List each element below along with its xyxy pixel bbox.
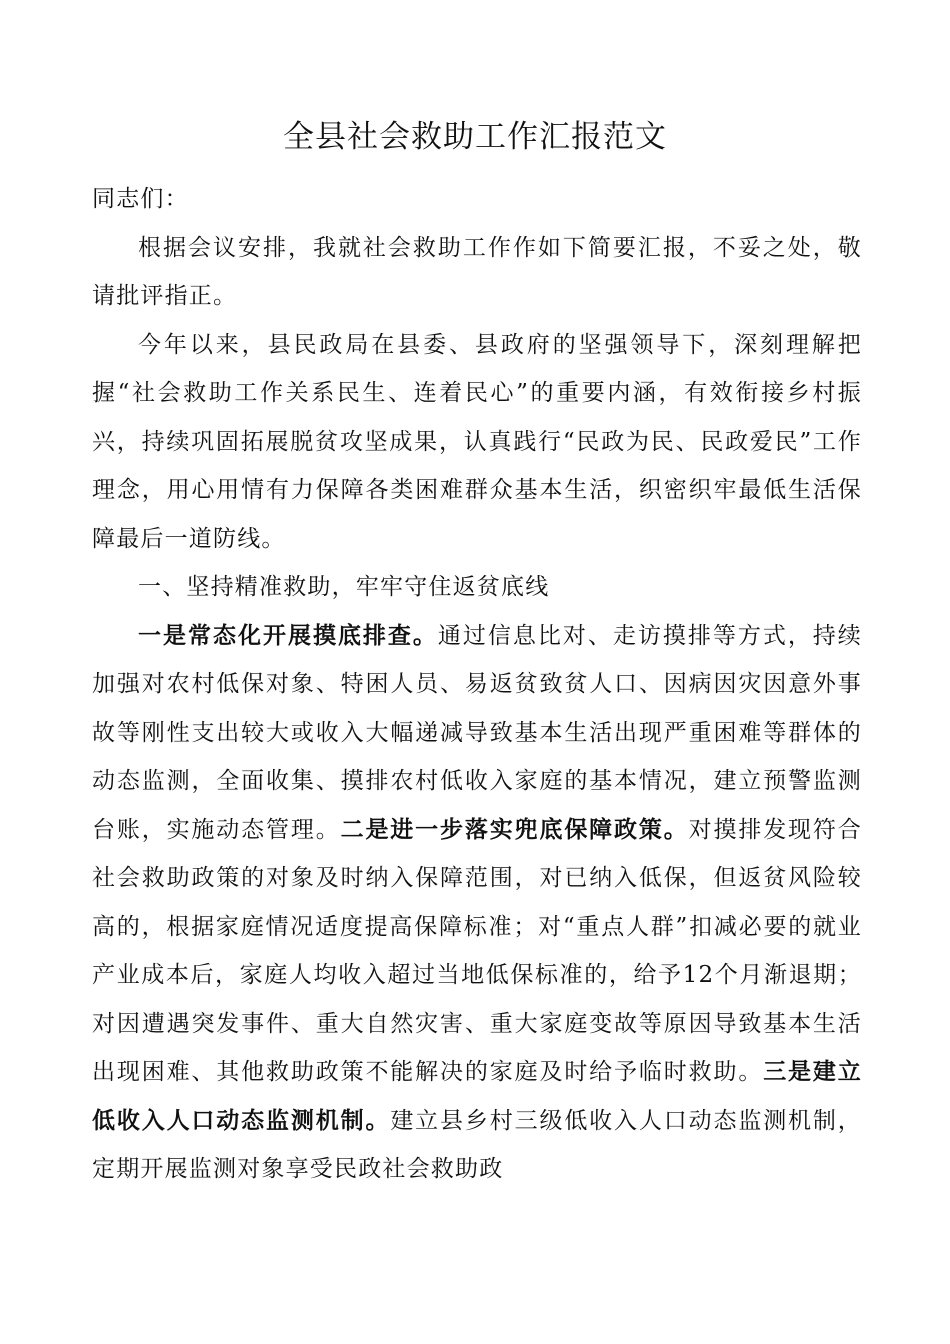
intro-paragraph: 根据会议安排，我就社会救助工作作如下简要汇报，不妥之处，敬请批评指正。 (92, 234, 862, 309)
point-1-title: 一是常态化开展摸底排查。 (138, 622, 438, 649)
overview-paragraph: 今年以来，县民政局在县委、县政府的坚强领导下，深刻理解把握“社会救助工作关系民生、连着民心”的重要内涵，有效衔接乡村振兴，持续巩固拓展脱贫攻坚成果，认真践行“民政为民、民政爱民”工作理念，用心用情有力保障各类困难群众基本生活，织密织牢最低生活保障最后一道防线。 (92, 331, 862, 552)
point-2-title: 二是进一步落实兜底保障政策。 (340, 816, 689, 843)
document-body (92, 175, 862, 1194)
point-3-title: 三是建立低收入人口动态监测机制。 (92, 1059, 862, 1134)
document-title: 全县社会救助工作汇报范文 (283, 119, 667, 155)
section-heading: 一、坚持精准救助，牢牢守住返贫底线 (138, 574, 550, 600)
section-paragraph (92, 612, 862, 1194)
point-3-text: 建立县乡村三级低收入人口动态监测机制，定期开展监测对象享受民政社会救助政 (92, 1107, 862, 1182)
point-1-text: 通过信息比对、走访摸排等方式，持续加强对农村低保对象、特困人员、易返贫致贫人口、因病因灾因意外事故等刚性支出较大或收入大幅递减导致基本生活出现严重困难等群体的动态监测，全面收集、摸排农村低收入家庭的基本情况，建立预警监测台账，实施动态管理。 (92, 622, 863, 843)
salutation: 同志们： (92, 186, 189, 212)
point-2-text: 对摸排发现符合社会救助政策的对象及时纳入保障范围，对已纳入低保，但返贫风险较高的，根据家庭情况适度提高保障标准；对“重点人群”扣减必要的就业产业成本后，家庭人均收入超过当地低保标准的，给予12个月渐退期；对因遭遇突发事件、重大自然灾害、重大家庭变故等原因导致基本生活出现困难、其他救助政策不能解决的家庭及时给予临时救助。 (92, 816, 862, 1085)
